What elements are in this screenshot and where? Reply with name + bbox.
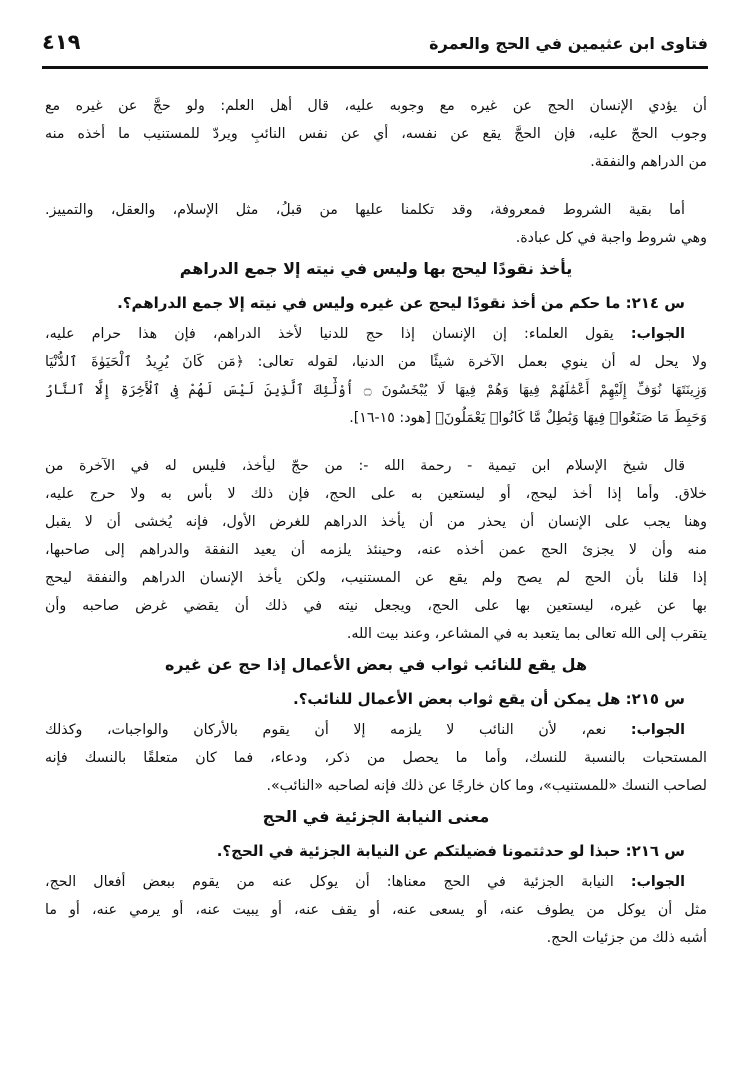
line-text: نعم، لأن النائب لا يلزمه إلا أن يقوم بالأركان والواجبات، وكذلك [45, 722, 631, 738]
section-heading: معنى النيابة الجزئية في الحج [262, 807, 490, 826]
text-line: وهنا يجب على الإنسان أن يحذر من أن يأخذ الدراهم للغرض الأول، فإنه يُخشى أن لا يقبل [45, 514, 707, 530]
section-heading: هل يقع للنائب ثواب في بعض الأعمال إذا حج عن غيره [164, 655, 588, 674]
text-line [45, 716, 707, 744]
paragraph [45, 716, 707, 800]
line-text: النيابة الجزئية في الحج معناها: أن يوكل عنه من يقوم ببعض أفعال الحج، [45, 874, 631, 890]
paragraph-gap [45, 432, 707, 452]
text-line: إذا قلنا بأن الحج لم يصح ولم يقع عن المستنيب، ولكن يأخذ الإنسان الدراهم والنفقة ليحج [45, 570, 707, 586]
question: س ٢١٦: حبذا لو حدثتمونا فضيلتكم عن النيابة الجزئية في الحج؟. [216, 842, 685, 860]
section-heading: يأخذ نقودًا ليحج بها وليس في نيته إلا جمع الدراهم [179, 259, 573, 278]
text-line: أما بقية الشروط فمعروفة، وقد تكلمنا عليها من قبلُ، مثل الإسلام، والعقل، والتمييز. [45, 202, 685, 218]
quran-verse-line: وَزِينَتَهَا نُوَفِّ إِلَيْهِمْ أَعْمَٰلَهُمْ فِيهَا وَهُمْ فِيهَا لَا يُبْخَسُونَ ۝ أُوْلَٰٓئِكَ ٱلَّذِينَ لَيْسَ لَهُمْ فِى ٱلْأَخِرَةِ إِلَّا ٱلنَّارُ [45, 382, 707, 398]
text-line: وَحَبِطَ مَا صَنَعُوا۟ فِيهَا وَبَٰطِلٌ مَّا كَانُوا۟ يَعْمَلُونَ﴾ [هود: ١٥-١٦]. [349, 410, 707, 426]
text-line: خلاق. وأما إذا أخذ ليحج، أو ليستعين به على الحج، فإن ذلك لا بأس به ولا حرج عليه، [45, 486, 707, 502]
answer-label: الجواب: [630, 874, 685, 890]
text-line: أشبه ذلك من جزئيات الحج. [546, 930, 707, 946]
text-line: مثل أن يوكل من يطوف عنه، أو يسعى عنه، أو يقف عنه، أو يبيت عنه، أو يرمي عنه، أو ما [45, 902, 707, 918]
answer-label: الجواب: [630, 722, 685, 738]
text-line: يتقرب إلى الله تعالى بما يتعبد به في المشاعر، وعند بيت الله. [346, 626, 707, 642]
paragraph [45, 196, 707, 252]
text-line [45, 320, 707, 348]
paragraph-gap [45, 176, 707, 196]
answer-label: الجواب: [630, 326, 685, 342]
text-line: أن يؤدي الإنسان الحج عن غيره مع وجوبه عليه، قال أهل العلم: ولو حجَّ عن غيره مع [45, 98, 707, 114]
paragraph [45, 452, 707, 648]
text-line: ولا يحل له أن ينوي بعمل الآخرة شيئًا من الدنيا، لقوله تعالى: ﴿مَن كَانَ يُرِيدُ ٱلْحَيَوٰةَ ٱلدُّنْيَا [45, 354, 707, 370]
text-line: المستحبات بالنسبة للنسك، وأما ما يحصل من ذكر، ودعاء، فما كان متعلقًا بالنسك فإنه [45, 750, 707, 766]
header-rule [42, 66, 708, 69]
page-body [45, 92, 707, 952]
text-line: قال شيخ الإسلام ابن تيمية - رحمة الله -: من حجّ ليأخذ، فليس له في الآخرة من [45, 458, 685, 474]
text-line: منه وأن لا يجزئ الحج عمن أخذه عنه، وحينئذ يلزمه أن يعيد النفقة والدراهم إلى صاحبها، [45, 542, 707, 558]
paragraph [45, 92, 707, 176]
paragraph [45, 320, 707, 432]
running-title: فتاوى ابن عثيمين في الحج والعمرة [429, 34, 708, 53]
paragraph [45, 868, 707, 952]
page-header [42, 28, 708, 68]
text-line: بها عن غيره، ليستعين بها على الحج، ويجعل نيته في ذلك أن يقضي غرض صاحبه وأن [45, 598, 707, 614]
line-text: يقول العلماء: إن الإنسان إذا حج للدنيا لأخذ الدراهم، فإن هذا حرام عليه، [45, 326, 631, 342]
page-number: ٤١٩ [42, 30, 81, 54]
text-line: من الدراهم والنفقة. [590, 154, 707, 170]
text-line: وجوب الحجّ عليه، فإن الحجَّ يقع عن نفسه، أي عن نفس النائبِ ويردّ للمستنيب ما أخذه منه [45, 126, 707, 142]
text-line: وهي شروط واجبة في كل عبادة. [515, 230, 707, 246]
question: س ٢١٤: ما حكم من أخذ نقودًا ليحج عن غيره وليس في نيته إلا جمع الدراهم؟. [117, 294, 685, 312]
text-line: لصاحب النسك «للمستنيب»، وما كان خارجًا عن ذلك فإنه لصاحبه «النائب». [266, 778, 707, 794]
text-line [45, 868, 707, 896]
question: س ٢١٥: هل يمكن أن يقع ثواب بعض الأعمال للنائب؟. [293, 690, 685, 708]
